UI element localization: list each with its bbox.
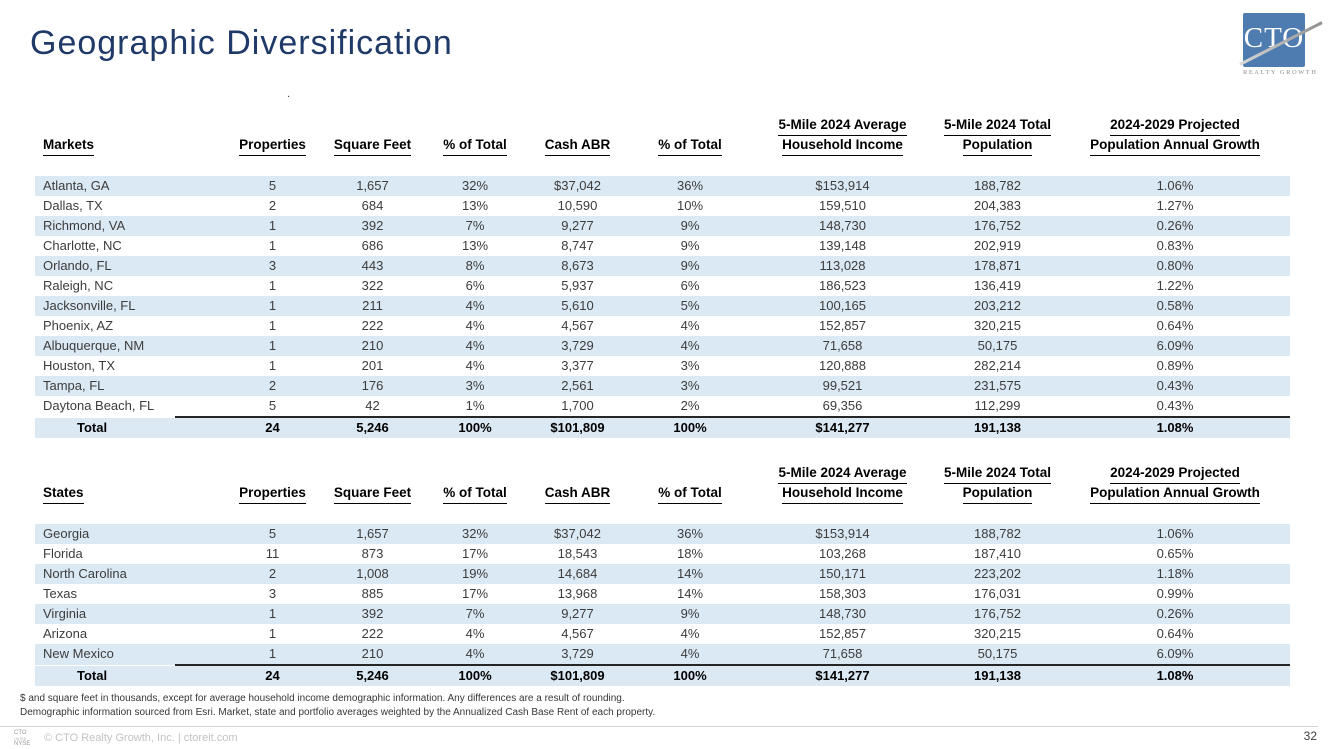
copyright-text: © CTO Realty Growth, Inc. | ctoreit.com — [44, 732, 238, 744]
table-row — [35, 356, 1290, 376]
table-cell: 17% — [461, 546, 489, 561]
markets-table — [35, 98, 1290, 438]
table-cell: 4% — [680, 338, 700, 353]
table-cell: 1.06% — [1156, 526, 1194, 541]
row-label: Daytona Beach, FL — [43, 398, 155, 413]
table-cell: 3 — [268, 258, 277, 273]
table-cell: 4% — [465, 358, 485, 373]
table-row — [35, 236, 1290, 256]
table-cell: 1 — [268, 298, 277, 313]
cto-logo — [1243, 13, 1318, 76]
header-row — [35, 98, 1290, 176]
table-cell: 187,410 — [974, 546, 1021, 561]
table-cell: 9,277 — [561, 218, 594, 233]
page-title: Geographic Diversification — [30, 24, 453, 62]
table-cell: 3,729 — [561, 338, 594, 353]
table-cell: 32% — [461, 526, 489, 541]
table-cell: $153,914 — [815, 178, 870, 193]
table-cell: 684 — [361, 198, 384, 213]
total-cell: 100% — [425, 417, 525, 438]
table-row — [35, 544, 1290, 564]
table-cell: 0.43% — [1156, 378, 1194, 393]
table-cell: 0.64% — [1156, 318, 1194, 333]
table-cell: 3% — [680, 378, 700, 393]
tables-area — [35, 98, 1290, 686]
row-label: Arizona — [43, 626, 88, 641]
table-cell: 176 — [361, 378, 384, 393]
table-cell: 6% — [680, 278, 700, 293]
table-cell: 152,857 — [819, 318, 866, 333]
table-cell: 14,684 — [557, 566, 598, 581]
total-cell: $101,809 — [525, 417, 630, 438]
table-cell: 1 — [268, 358, 277, 373]
table-row — [35, 216, 1290, 236]
table-row — [35, 396, 1290, 417]
table-cell: 158,303 — [819, 586, 866, 601]
header-row — [35, 446, 1290, 524]
total-cell: 1.08% — [1060, 665, 1290, 686]
row-label: Tampa, FL — [43, 378, 105, 393]
table-cell: 320,215 — [974, 626, 1021, 641]
row-label: Texas — [43, 586, 77, 601]
table-cell: 2 — [268, 198, 277, 213]
table-cell: 9% — [680, 238, 700, 253]
table-cell: 231,575 — [974, 378, 1021, 393]
table-cell: 36% — [676, 178, 704, 193]
table-cell: 139,148 — [819, 238, 866, 253]
table-cell: 320,215 — [974, 318, 1021, 333]
column-header: 5-Mile 2024 Total Population — [935, 446, 1060, 524]
table-cell: 176,752 — [974, 218, 1021, 233]
table-row — [35, 196, 1290, 216]
table-row — [35, 376, 1290, 396]
table-cell: 148,730 — [819, 218, 866, 233]
table-cell: 322 — [361, 278, 384, 293]
table-cell: 686 — [361, 238, 384, 253]
column-header: Cash ABR — [525, 98, 630, 176]
title-dot: . — [287, 88, 291, 100]
table-cell: 6.09% — [1156, 338, 1194, 353]
column-header: % of Total — [425, 446, 525, 524]
table-cell: 14% — [676, 586, 704, 601]
row-label: Florida — [43, 546, 83, 561]
table-cell: $153,914 — [815, 526, 870, 541]
table-cell: 1 — [268, 606, 277, 621]
table-row — [35, 584, 1290, 604]
table-cell: 112,299 — [974, 398, 1021, 413]
table-cell: 2,561 — [561, 378, 594, 393]
total-cell: $141,277 — [750, 417, 935, 438]
total-cell: 191,138 — [935, 665, 1060, 686]
column-header: 5-Mile 2024 Total Population — [935, 98, 1060, 176]
table-cell: 1 — [268, 278, 277, 293]
table-cell: 1,657 — [356, 526, 389, 541]
table-cell: 8% — [465, 258, 485, 273]
total-cell: 100% — [630, 417, 750, 438]
table-cell: 201 — [361, 358, 384, 373]
table-cell: 120,888 — [819, 358, 866, 373]
footer-divider — [0, 726, 1318, 727]
table-cell: 1 — [268, 626, 277, 641]
table-cell: $37,042 — [554, 178, 601, 193]
table-cell: 1 — [268, 338, 277, 353]
table-cell: 3% — [680, 358, 700, 373]
table-cell: 4% — [465, 338, 485, 353]
row-label: New Mexico — [43, 646, 114, 661]
table-cell: 1 — [268, 318, 277, 333]
table-cell: 32% — [461, 178, 489, 193]
table-cell: 186,523 — [819, 278, 866, 293]
table-cell: 5,610 — [561, 298, 594, 313]
total-cell: 1.08% — [1060, 417, 1290, 438]
table-cell: 222 — [361, 626, 384, 641]
row-label: Orlando, FL — [43, 258, 112, 273]
total-label: Total — [35, 417, 225, 438]
table-cell: 4% — [465, 318, 485, 333]
total-cell: $141,277 — [750, 665, 935, 686]
table-cell: 4% — [465, 646, 485, 661]
table-cell: 10,590 — [557, 198, 598, 213]
total-cell: 100% — [630, 665, 750, 686]
table-cell: 4,567 — [561, 626, 594, 641]
row-label: Richmond, VA — [43, 218, 126, 233]
table-cell: 1,657 — [356, 178, 389, 193]
table-cell: 136,419 — [974, 278, 1021, 293]
table-cell: 148,730 — [819, 606, 866, 621]
table-cell: 176,031 — [974, 586, 1021, 601]
table-cell: 222 — [361, 318, 384, 333]
row-label: Albuquerque, NM — [43, 338, 145, 353]
table-cell: 6% — [465, 278, 485, 293]
table-cell: 6.09% — [1156, 646, 1194, 661]
total-cell: 191,138 — [935, 417, 1060, 438]
table-cell: 204,383 — [974, 198, 1021, 213]
table-cell: 9% — [680, 258, 700, 273]
table-cell: 8,673 — [561, 258, 594, 273]
column-header: Properties — [225, 446, 320, 524]
table-cell: 17% — [461, 586, 489, 601]
table-cell: 2% — [680, 398, 700, 413]
table-row — [35, 316, 1290, 336]
table-cell: 873 — [361, 546, 384, 561]
table-cell: 0.89% — [1156, 358, 1194, 373]
column-header: 2024-2029 Projected Population Annual Growth — [1060, 446, 1290, 524]
page-number: 32 — [1303, 729, 1317, 743]
table-cell: 11 — [265, 546, 280, 561]
table-row — [35, 624, 1290, 644]
table-cell: 4% — [465, 298, 485, 313]
table-cell: 1 — [268, 238, 277, 253]
table-cell: 13% — [461, 238, 489, 253]
total-cell: 24 — [225, 417, 320, 438]
table-cell: 14% — [676, 566, 704, 581]
table-cell: 1,700 — [561, 398, 594, 413]
table-cell: 178,871 — [974, 258, 1021, 273]
row-label: Houston, TX — [43, 358, 116, 373]
table-cell: 4% — [680, 626, 700, 641]
row-label: Virginia — [43, 606, 87, 621]
row-label: Atlanta, GA — [43, 178, 110, 193]
table-row — [35, 336, 1290, 356]
table-cell: 0.26% — [1156, 606, 1194, 621]
table-cell: 13% — [461, 198, 489, 213]
table-cell: 0.99% — [1156, 586, 1194, 601]
table-cell: 99,521 — [822, 378, 863, 393]
table-cell: 19% — [461, 566, 489, 581]
badge-line: LISTED — [14, 737, 27, 741]
table-cell: 5,937 — [561, 278, 594, 293]
table-cell: 176,752 — [974, 606, 1021, 621]
table-cell: 2 — [268, 378, 277, 393]
table-cell: 392 — [361, 606, 384, 621]
table-cell: 42 — [365, 398, 380, 413]
table-cell: 188,782 — [974, 178, 1021, 193]
cto-logo-mark — [1243, 13, 1305, 67]
row-label: Raleigh, NC — [43, 278, 114, 293]
row-label: Dallas, TX — [43, 198, 103, 213]
row-label: Georgia — [43, 526, 90, 541]
table-cell: 113,028 — [819, 258, 866, 273]
table-cell: 50,175 — [977, 338, 1018, 353]
states-table — [35, 446, 1290, 686]
row-label: Jacksonville, FL — [43, 298, 136, 313]
column-header: 5-Mile 2024 Average Household Income — [750, 446, 935, 524]
table-cell: 0.80% — [1156, 258, 1194, 273]
nyse-listed-badge — [14, 730, 38, 748]
table-cell: 3% — [465, 378, 485, 393]
row-label: Charlotte, NC — [43, 238, 122, 253]
table-cell: 4% — [680, 318, 700, 333]
table-cell: 3 — [268, 586, 277, 601]
table-cell: 3,377 — [561, 358, 594, 373]
table-cell: 9,277 — [561, 606, 594, 621]
row-label: North Carolina — [43, 566, 127, 581]
column-header: % of Total — [630, 446, 750, 524]
table-cell: 203,212 — [974, 298, 1021, 313]
table-cell: 5 — [268, 178, 277, 193]
table-row — [35, 564, 1290, 584]
table-cell: 392 — [361, 218, 384, 233]
table-cell: 4,567 — [561, 318, 594, 333]
total-cell: 5,246 — [320, 417, 425, 438]
table-cell: 1% — [465, 398, 485, 413]
table-row — [35, 296, 1290, 316]
table-cell: 211 — [362, 298, 383, 313]
table-cell: 223,202 — [974, 566, 1021, 581]
table-cell: 18,543 — [557, 546, 598, 561]
table-cell: 159,510 — [819, 198, 866, 213]
table-cell: 188,782 — [974, 526, 1021, 541]
column-header: States — [35, 446, 225, 524]
table-cell: 2 — [268, 566, 277, 581]
table-cell: $37,042 — [554, 526, 601, 541]
table-cell: 71,658 — [822, 646, 863, 661]
table-cell: 0.83% — [1156, 238, 1194, 253]
table-cell: 13,968 — [557, 586, 598, 601]
table-cell: 5% — [680, 298, 700, 313]
table-cell: 0.43% — [1156, 398, 1194, 413]
table-cell: 18% — [676, 546, 704, 561]
table-cell: 50,175 — [977, 646, 1018, 661]
table-cell: 9% — [680, 218, 700, 233]
table-cell: 36% — [676, 526, 704, 541]
column-header: Markets — [35, 98, 225, 176]
total-row — [35, 665, 1290, 686]
table-row — [35, 256, 1290, 276]
column-header: 5-Mile 2024 Average Household Income — [750, 98, 935, 176]
table-cell: 5 — [268, 398, 277, 413]
total-label: Total — [35, 665, 225, 686]
table-row — [35, 176, 1290, 196]
table-cell: 202,919 — [974, 238, 1021, 253]
table-cell: 10% — [676, 198, 704, 213]
total-cell: 5,246 — [320, 665, 425, 686]
table-cell: 69,356 — [822, 398, 863, 413]
table-cell: 0.65% — [1156, 546, 1194, 561]
table-row — [35, 644, 1290, 665]
table-cell: 1,008 — [356, 566, 389, 581]
badge-line: NYSE — [14, 741, 31, 747]
total-cell: 24 — [225, 665, 320, 686]
table-cell: 1.18% — [1156, 566, 1194, 581]
table-cell: 152,857 — [819, 626, 866, 641]
table-cell: 210 — [361, 646, 384, 661]
column-header: 2024-2029 Projected Population Annual Growth — [1060, 98, 1290, 176]
badge-line: CTO — [14, 730, 27, 736]
table-cell: 210 — [361, 338, 384, 353]
table-cell: 4% — [680, 646, 700, 661]
table-cell: 1.27% — [1156, 198, 1194, 213]
table-cell: 4% — [465, 626, 485, 641]
column-header: Square Feet — [320, 98, 425, 176]
table-cell: 885 — [361, 586, 384, 601]
table-cell: 1 — [268, 218, 277, 233]
column-header: % of Total — [425, 98, 525, 176]
table-cell: 71,658 — [822, 338, 863, 353]
table-cell: 443 — [361, 258, 384, 273]
logo-caption: REALTY GROWTH — [1243, 69, 1318, 76]
column-header: Square Feet — [320, 446, 425, 524]
table-cell: 3,729 — [561, 646, 594, 661]
table-cell: 150,171 — [819, 566, 866, 581]
table-cell: 1 — [268, 646, 277, 661]
footnotes — [20, 692, 655, 720]
table-cell: 9% — [680, 606, 700, 621]
table-cell: 100,165 — [819, 298, 866, 313]
table-cell: 0.58% — [1156, 298, 1194, 313]
row-label: Phoenix, AZ — [43, 318, 114, 333]
table-cell: 103,268 — [819, 546, 866, 561]
table-row — [35, 604, 1290, 624]
column-header: Cash ABR — [525, 446, 630, 524]
table-cell: 7% — [465, 218, 485, 233]
table-cell: 0.64% — [1156, 626, 1194, 641]
footnote-1: $ and square feet in thousands, except for average household income demographic information. Any differences are a result of rounding. — [20, 693, 625, 704]
table-cell: 1.06% — [1156, 178, 1194, 193]
column-header: % of Total — [630, 98, 750, 176]
logo-monogram: CTO — [1243, 21, 1305, 54]
table-cell: 5 — [268, 526, 277, 541]
table-row — [35, 276, 1290, 296]
table-cell: 0.26% — [1156, 218, 1194, 233]
footnote-2: Demographic information sourced from Esri. Market, state and portfolio averages weighted by the Annualized Cash Base Rent of each property. — [20, 707, 656, 718]
table-row — [35, 524, 1290, 544]
table-cell: 7% — [465, 606, 485, 621]
table-cell: 282,214 — [974, 358, 1021, 373]
total-cell: 100% — [425, 665, 525, 686]
column-header: Properties — [225, 98, 320, 176]
table-cell: 1.22% — [1156, 278, 1194, 293]
total-cell: $101,809 — [525, 665, 630, 686]
table-cell: 8,747 — [561, 238, 594, 253]
total-row — [35, 417, 1290, 438]
